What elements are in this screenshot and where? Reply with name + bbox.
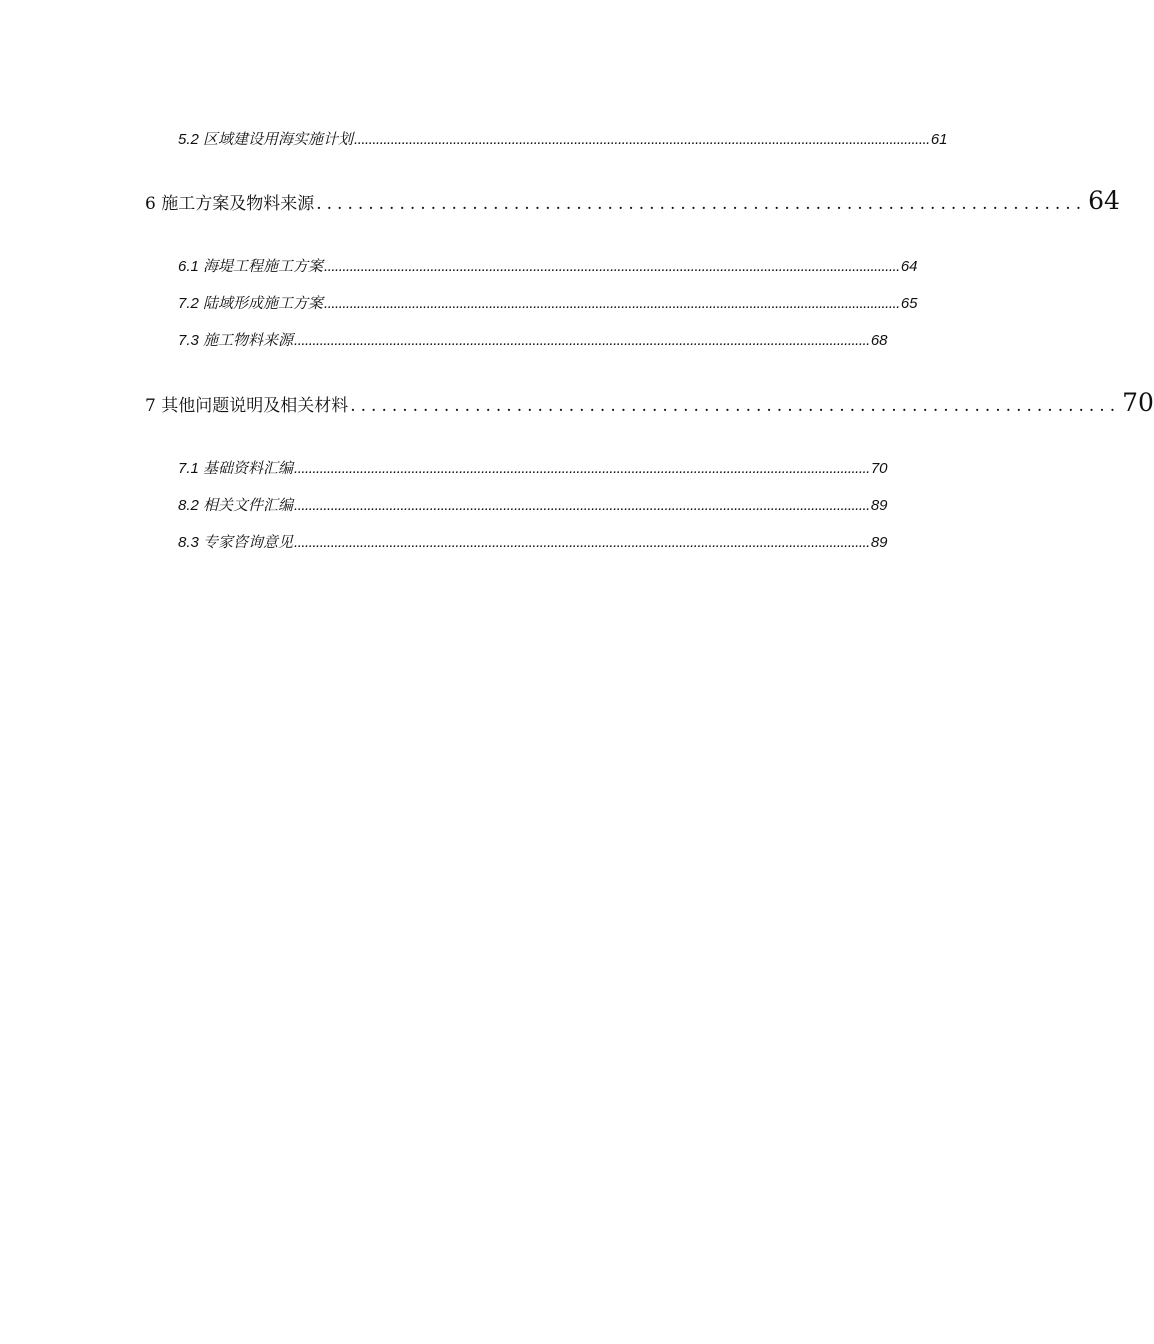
toc-entry[interactable] bbox=[178, 128, 948, 150]
toc-entry-label: 7.1 基础资料汇编 bbox=[178, 460, 294, 477]
toc-entry[interactable] bbox=[178, 255, 918, 277]
toc-entry-page: 89 bbox=[870, 497, 888, 514]
toc-entry-label: 6.1 海堤工程施工方案 bbox=[178, 258, 324, 275]
toc-entry[interactable] bbox=[178, 329, 888, 351]
toc-entry-page: 61 bbox=[930, 131, 948, 148]
dot-leader: .......................................................................... bbox=[316, 194, 1087, 214]
toc-chapter-page: 64 bbox=[1088, 186, 1120, 215]
toc-chapter-entry[interactable] bbox=[145, 186, 1120, 218]
toc-entry-page: 64 bbox=[900, 258, 918, 275]
toc-chapter-page: 70 bbox=[1122, 388, 1154, 417]
toc-entry-page: 65 bbox=[900, 295, 918, 312]
toc-entry-page: 68 bbox=[870, 332, 888, 349]
dot-leader: ............................................................................................................................................................. bbox=[294, 332, 870, 349]
toc-entry-label: 8.2 相关文件汇编 bbox=[178, 497, 294, 514]
toc-entry[interactable] bbox=[178, 494, 888, 516]
toc-entry[interactable] bbox=[178, 457, 888, 479]
toc-chapter-label: 7 其他问题说明及相关材料 bbox=[145, 396, 349, 416]
toc-entry-page: 70 bbox=[870, 460, 888, 477]
toc-chapter-entry[interactable] bbox=[145, 388, 1154, 420]
toc-chapter-label: 6 施工方案及物料来源 bbox=[145, 194, 315, 214]
dot-leader: ............................................................................................................................................................. bbox=[354, 131, 930, 148]
dot-leader: ............................................................................................................................................................. bbox=[294, 460, 870, 477]
dot-leader: ............................................................................................................................................................. bbox=[324, 295, 900, 312]
dot-leader: ............................................................................................................................................................. bbox=[294, 497, 870, 514]
toc-entry[interactable] bbox=[178, 292, 918, 314]
toc-entry-label: 5.2 区域建设用海实施计划 bbox=[178, 131, 354, 148]
dot-leader: ............................................................................................................................................................. bbox=[324, 258, 900, 275]
dot-leader: .......................................................................... bbox=[350, 396, 1121, 416]
toc-entry-label: 8.3 专家咨询意见 bbox=[178, 534, 294, 551]
dot-leader: ............................................................................................................................................................. bbox=[294, 534, 870, 551]
toc-entry[interactable] bbox=[178, 531, 888, 553]
toc-entry-label: 7.2 陆域形成施工方案 bbox=[178, 295, 324, 312]
toc-entry-page: 89 bbox=[870, 534, 888, 551]
toc-entry-label: 7.3 施工物料来源 bbox=[178, 332, 294, 349]
